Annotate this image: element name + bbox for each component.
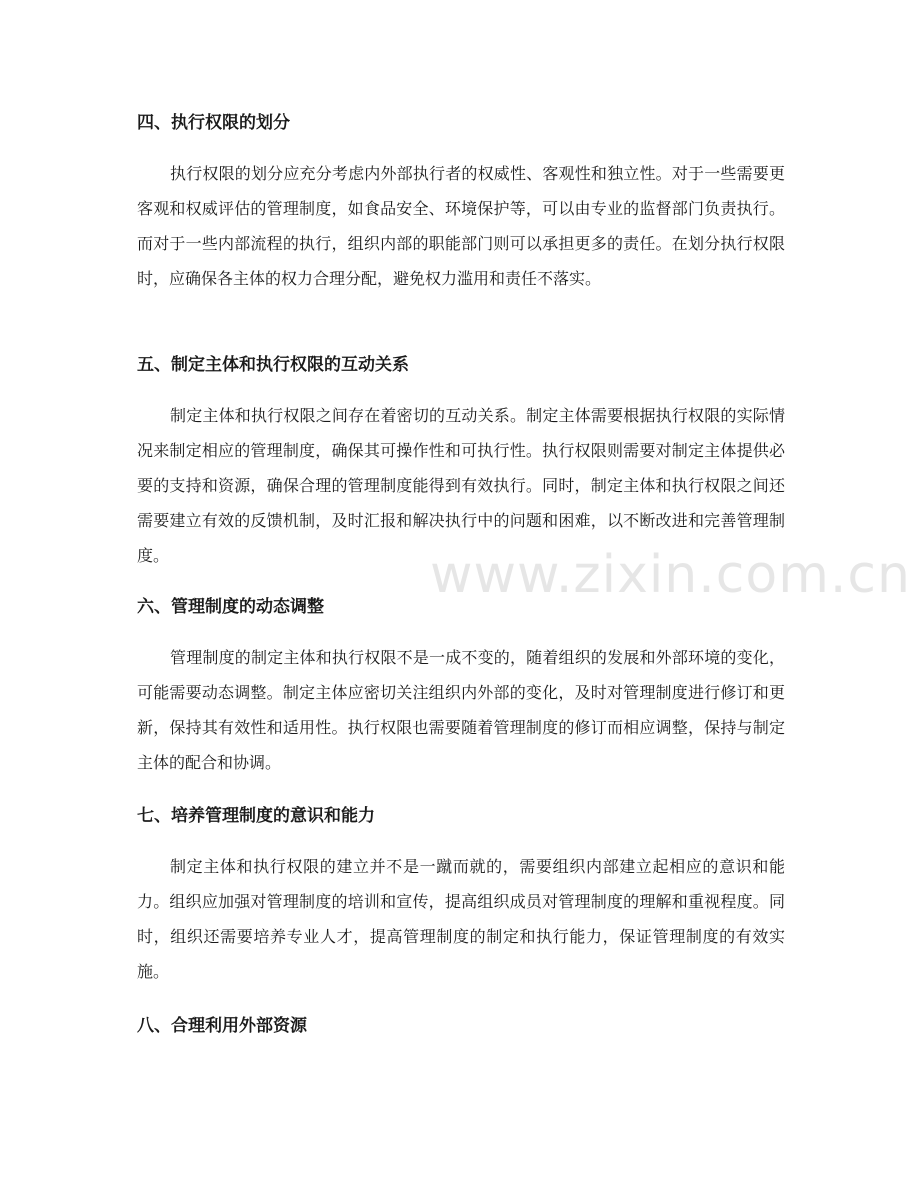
section-paragraph-4: 执行权限的划分应充分考虑内外部执行者的权威性、客观性和独立性。对于一些需要更客观和权威评估的管理制度，如食品安全、环境保护等，可以由专业的监督部门负责执行。而对于一些内部流程的执行，组织内部的职能部门则可以承担更多的责任。在划分执行权限时，应确保各主体的权力合理分配，避免权力滥用和责任不落实。	[137, 164, 785, 288]
section-heading-5: 五、制定主体和执行权限的互动关系	[137, 355, 409, 375]
section-heading-7: 七、培养管理制度的意识和能力	[137, 806, 375, 826]
section-heading-6: 六、管理制度的动态调整	[137, 597, 324, 617]
section-heading-4: 四、执行权限的划分	[137, 113, 290, 133]
section-paragraph-7: 制定主体和执行权限的建立并不是一蹴而就的，需要组织内部建立起相应的意识和能力。组织应加强对管理制度的培训和宣传，提高组织成员对管理制度的理解和重视程度。同时，组织还需要培养专业人才，提高管理制度的制定和执行能力，保证管理制度的有效实施。	[137, 857, 785, 981]
section-paragraph-6: 管理制度的制定主体和执行权限不是一成不变的，随着组织的发展和外部环境的变化，可能需要动态调整。制定主体应密切关注组织内外部的变化，及时对管理制度进行修订和更新，保持其有效性和适用性。执行权限也需要随着管理制度的修订而相应调整，保持与制定主体的配合和协调。	[137, 648, 785, 772]
watermark: www.zixin.com.cn	[430, 545, 911, 605]
section-heading-8: 八、合理利用外部资源	[137, 1016, 307, 1036]
section-paragraph-5: 制定主体和执行权限之间存在着密切的互动关系。制定主体需要根据执行权限的实际情况来制定相应的管理制度，确保其可操作性和可执行性。执行权限则需要对制定主体提供必要的支持和资源，确保合理的管理制度能得到有效执行。同时，制定主体和执行权限之间还需要建立有效的反馈机制，及时汇报和解决执行中的问题和困难，以不断改进和完善管理制度。	[137, 406, 785, 565]
